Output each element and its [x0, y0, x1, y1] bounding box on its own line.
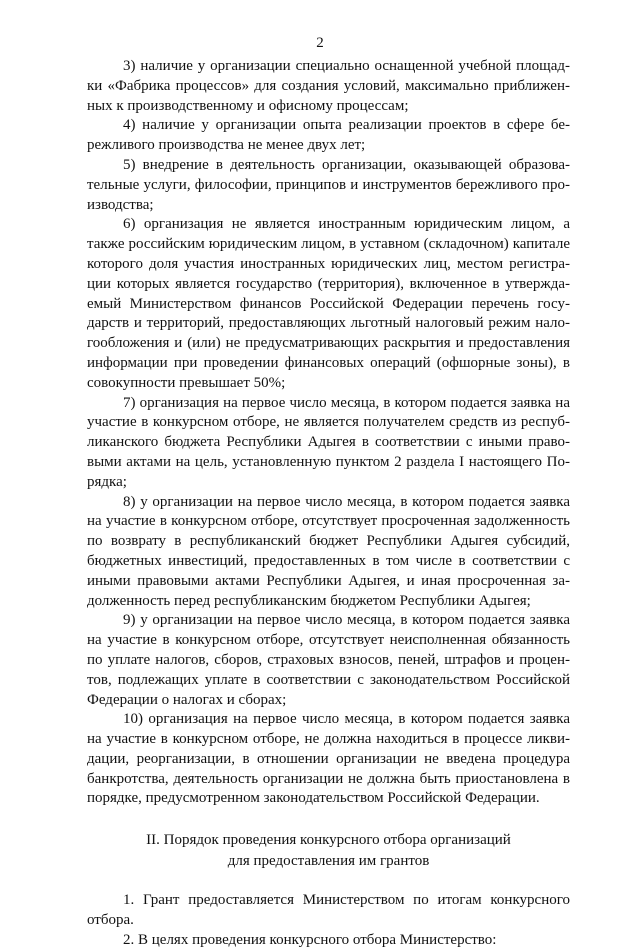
- paragraph-item-5: 5) внедрение в деятельность организации, оказывающей образовательные услуги, философии, принципов и инструментов бережливого производства;: [87, 156, 570, 213]
- paragraph-item-3: 3) наличие у организации специально оснащенной учебной площадки «Фабрика процессов» для создания условий, максимально приближенных к производственному и офисному процессам;: [87, 58, 570, 114]
- paragraph-item-4: 4) наличие у организации опыта реализации проектов в сфере бережливого производства не менее двух лет;: [87, 117, 570, 154]
- document-body: [87, 57, 570, 951]
- section-heading: [87, 830, 570, 872]
- section-heading-line-1: II. Порядок проведения конкурсного отбора организаций: [146, 832, 511, 849]
- paragraph-item-8: 8) у организации на первое число месяца, в котором подается заявка на участие в конкурсном отборе, отсутствует просроченная задолженность по возврату в республиканский бюджет Республики Адыгея субсидий, бюджетных инвестиций, предоставленных в том числе в соответствии с иными правовыми актами Республики Адыгея, и иная просроченная задолженность перед республиканским бюджетом Республики Адыгея;: [87, 493, 570, 609]
- page-number: 2: [316, 35, 324, 51]
- paragraph-item-9: 9) у организации на первое число месяца, в котором подается заявка на участие в конкурсном отборе, отсутствует неисполненная обязанность по уплате налогов, сборов, страховых взносов, пеней, штрафов и процентов, подлежащих уплате в соответствии с законодательством Российской Федерации о налогах и сборах;: [87, 612, 570, 708]
- paragraph-item-7: 7) организация на первое число месяца, в котором подается заявка на участие в конкурсном отборе, не является получателем средств из республиканского бюджета Республики Адыгея в соответствии с иными правовыми актами на цель, установленную пунктом 2 раздела I настоящего Порядка;: [87, 394, 570, 490]
- section-paragraph-1: 1. Грант предоставляется Министерством по итогам конкурсного отбора.: [87, 892, 570, 929]
- section-heading-line-2: для предоставления им грантов: [227, 853, 430, 870]
- section-paragraph-2: 2. В целях проведения конкурсного отбора Министерство:: [123, 931, 497, 948]
- paragraph-item-10: 10) организация на первое число месяца, в котором подается заявка на участие в конкурсном отборе, не должна находиться в процессе ликвидации, реорганизации, в отношении организации не введена процедура банкротства, деятельность организации не должна быть приостановлена в порядке, предусмотренном законодательством Российской Федерации.: [87, 711, 570, 807]
- paragraph-item-6: 6) организация не является иностранным юридическим лицом, а также российским юридическим лицом, в уставном (складочном) капитале которого доля участия иностранных юридических лиц, местом регистрации которых является государство (территория), включенное в утверждаемый Министерством финансов Российской Федерации перечень государств и территорий, предоставляющих льготный налоговый режим налогообложения и (или) не предусматривающих раскрытия и предоставления информации при проведении финансовых операций (офшорные зоны), в совокупности превышает 50%;: [87, 216, 570, 391]
